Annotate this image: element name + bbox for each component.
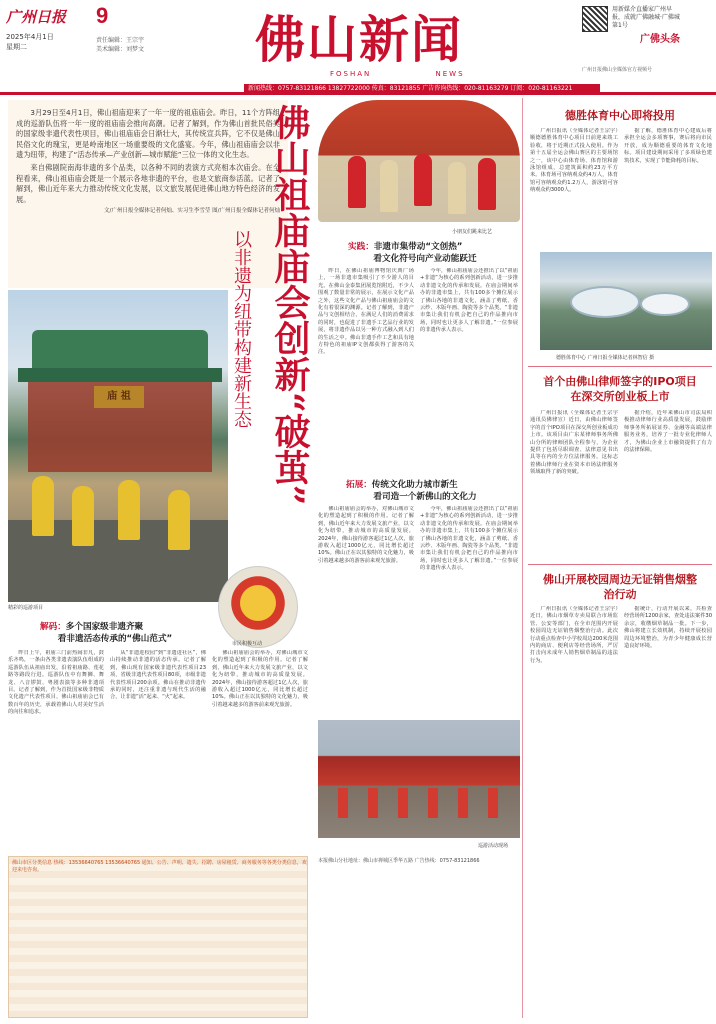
body-column-a: 昨日，在佛山祖庙博物馆庆典广场上，一场非遗市集吸引了不少游人的目光。在佛山金泰集团展览馆附近，不少人围观了数量非常的展示，在展示文化产品之外，这些文化产品与佛山祖庙庙会的文化有着很深的渊源。记者了解到，非遗产品与文创相结合，在满足人们的消费需求的同时，也促进了非遗手工艺品行业的发展，将非遗作品以另一种方式融入到人们的生活之中。佛山非遗手作工艺和具有地方特色的祖庙IP文创都获得了游客的关注。 [318, 268, 414, 356]
section1-subheading: 看文化符号向产业动能跃迁 [373, 254, 477, 264]
story3-headline: 佛山开展校园周边无证销售烟整治行动 [543, 573, 697, 601]
parade-flag [368, 788, 378, 818]
story3-body-2: 据统计，行动开展以来，共检查经营场所1200余家，查处违法案件30余宗，收缴烟草制品一批。下一步，佛山将建立长效机制，持续开展校园周边环境整治，为青少年健康成长营造良好环境。 [624, 606, 712, 650]
column-divider [522, 98, 523, 1018]
qr-code-icon[interactable] [582, 6, 608, 32]
qr-description: 用新媒介直播家广州早报，成就广佛融城·广佛城第1号 [612, 6, 680, 29]
feature-subheadline: 以非遗为纽带构建新生态 [231, 230, 252, 428]
section3-heading [40, 620, 143, 632]
parade-flag [338, 788, 348, 818]
section-name: 佛山新闻 [255, 10, 463, 69]
editor-credits [96, 36, 144, 54]
story1-headline: 德胜体育中心即将投用 [565, 109, 675, 122]
story1-body: 广州日报讯（全媒体记者王宗宇）顺德德胜体育中心项目日前迎来竣工验收，将于近期正式投入使用。作为第十五届全运会佛山赛区的主要场馆之一，该中心由体育场、体育馆和游泳馆组成，总建筑面积约23万平方米。体育场可容纳观众约4万人，体育馆可容纳观众约1.2万人，游泳馆可容纳观众约3000人。 [530, 128, 618, 194]
temple-roof-eave [18, 368, 222, 382]
qr-title: 广佛头条 [640, 34, 680, 45]
page-number: 9 [96, 3, 109, 28]
stadium-photo-caption: 德胜体育中心 广州日报全媒体记者林智信 摄 [556, 355, 655, 361]
hotline-bar: 新闻热线：0757-83121866 13827722000 传真：83121855 广告咨询热线：020-81163279 订阅：020-81163221 [244, 84, 600, 93]
section3-title: 多个国家级非遗齐聚 [65, 622, 144, 632]
issue-weekday: 星期二 [6, 43, 27, 51]
stadium-photo [540, 252, 712, 350]
parade-flag [428, 788, 438, 818]
parade-flag [458, 788, 468, 818]
temple-plaque: 庙 祖 [94, 386, 144, 408]
performer-figure [168, 490, 190, 550]
body-column-b: 今年，佛山祖庙庙会还推出了以“祖庙+非遗”为核心的系列创新活动，进一步推动非遗文化的传承和发展。在庙会期间举办的非遗市集上，共有100多个摊位展示了佛山各地的非遗文化，涵盖了剪纸、香云纱、木版年画、陶瓷等多个品类。“非遗市集让我们有机会把自己的作品推向市场，同时也让更多人了解非遗。”一位参展的非遗传承人表示。 [420, 268, 518, 334]
body-column-c: 佛山祖庙庙会的举办，对佛山城市文化的塑造起到了积极的作用。记者了解到，佛山近年来大力发展文旅产业，以文化为纽带，推动城市的高质量发展。2024年，佛山接待游客超过1亿人次，旅游收入超过1000亿元，同比增长超过10%。佛山正在以其独特的文化魅力，吸引着越来越多的游客前来观光旅游。 [318, 506, 414, 564]
story3-body: 广州日报讯（全媒体记者王宗宇）近日，佛山市烟草专卖局联合市场监管、公安等部门，在全市范围内开展校园周边无证销售烟整治行动。此次行动重点检查中小学校周边200米范围内的商店、便利店等经营场所，严厉打击向未成年人销售烟草制品的违法行为。 [530, 606, 618, 664]
section2-subheading: 看司造一个新佛山的文化力 [373, 492, 477, 502]
en-right: NEWS [435, 70, 465, 78]
performer-figure [380, 160, 398, 212]
performer-figure [32, 476, 54, 536]
editor-1: 责任编辑：王宗宇 [96, 37, 145, 44]
story2-body-2: 据介绍，近年来佛山市司法局积极推动律师行业高质量发展，鼓励律师事务所拓展证券、金融等高端法律服务业务，培养了一批专业化律师人才，为佛山企业上市融资提供了有力的法律保障。 [624, 410, 712, 454]
right-divider-2 [528, 564, 712, 565]
editor-2: 美术编辑：刘梦文 [96, 46, 145, 53]
story2-headline: 首个由佛山律师签字的IPO项目在深交所创业板上市 [543, 375, 697, 403]
section-name-en [300, 70, 495, 78]
story2-body: 广州日报讯（全媒体记者王宗宇 通讯员佛律宣）近日，由佛山律师签字的首个IPO项目在深交所创业板成功上市。该项目由广东某律师事务所佛山分所的律师团队全程参与，为企业提供了包括尽职调查、法律意见书出具等在内的全方位法律服务。这标志着佛山律师行业在资本市场法律服务领域取得了新的突破。 [530, 410, 618, 476]
body-column-e: 从“非遗进校园”到“非遗进社区”，佛山持续推动非遗的活态传承。记者了解到，佛山现有国家级非遗代表性项目23项，省级非遗代表性项目80项，市级非遗代表性项目200余项。佛山在推动非遗传承的同时，还注重非遗与现代生活的融合，让非遗“活”起来、“火”起来。 [110, 650, 206, 701]
masthead [0, 0, 716, 92]
performer-figure [448, 162, 466, 214]
temple-roof [32, 330, 208, 370]
parade-photo [318, 720, 520, 838]
gym-building [640, 292, 690, 316]
section2-title: 传统文化助力城市新生 [371, 480, 458, 490]
performance-photo [318, 100, 520, 222]
office-info: 本报佛山分社地址：佛山市禅城区季华五路 广告热线：0757-83121866 [318, 858, 480, 864]
temple-photo [8, 290, 228, 602]
section2-tag: 拓展： [346, 480, 372, 490]
parade-flag [398, 788, 408, 818]
body-column-f: 佛山祖庙庙会的举办，对佛山城市文化的塑造起到了积极的作用。记者了解到，佛山近年来大力发展文旅产业，以文化为纽带，推动城市的高质量发展。2024年，佛山接待游客超过1亿人次，旅游收入超过1000亿元，同比增长超过10%。佛山正在以其独特的文化魅力，吸引着越来越多的游客前来观光旅游。 [212, 650, 308, 708]
stadium-building [570, 286, 640, 318]
masthead-divider [0, 92, 716, 95]
lead-paragraph-1: 3月29日至4月1日，佛山祖庙迎来了一年一度的祖庙庙会。昨日，11个方阵组成的巡游队伍将一年一度的祖庙庙会推向高潮。记者了解到，作为佛山首批民俗类的国家级非遗代表性项目，佛山祖庙庙会日渐壮大，其传统宣兵阵，它不仅是佛山民俗文化的瑰宝，更是岭南地区一场重要级的文化盛宴。今年，佛山祖庙庙会以非遗为纽带，构建了“活态传承—产业创新—城市赋能”三位一体的文化生态。 [16, 108, 280, 160]
lead-paragraph-2: 来自佛剧院南海非遗的多个品类，以各种不同的表演方式亮相本次庙会。在全程看来，佛山祖庙庙会既是一个展示各地非遗的平台，也是文旅商参活蓝。记者了解到，佛山近年来大力推动传统文化发展，以文旅发展促进佛山地方特色经济的发展。 [16, 162, 280, 204]
section1-tag: 实践： [348, 242, 374, 252]
lion-dance-photo [218, 566, 298, 648]
en-left: FOSHAN [330, 70, 372, 78]
section3-tag: 解码： [40, 622, 66, 632]
performer-figure [348, 156, 366, 208]
parade-flag [488, 788, 498, 818]
feature-headline: 佛山祖庙庙会创新“破茧” [269, 104, 311, 506]
section1-heading [348, 240, 462, 252]
performance-photo-caption: 小朋友们跳来比艺 [452, 229, 493, 235]
section3-subheading: 看非遗活态传承的“佛山范式” [57, 634, 173, 644]
performer-figure [414, 154, 432, 206]
parade-photo-caption: 巡游活动现场 [478, 843, 509, 849]
body-column-d: 昨日上午，祖庙三门前热闹非凡，鼓乐齐鸣，一条由各类非遗表演队伍组成的巡游队伍从祖庙出发，沿着祖庙路、莲花路等路段行进。巡游队伍中有舞狮、舞龙、八音锣鼓、粤剧表演等多种非遗项目。记者了解到，作为首批国家级非物质文化遗产代表性项目，佛山祖庙庙会已有数百年的历史，承载着佛山人对美好生活的向往和追求。 [8, 650, 104, 716]
newspaper-logo: 广州日报 [6, 8, 67, 26]
section1-title: 非遗市集带动“文创热” [373, 242, 463, 252]
section2-heading [346, 478, 458, 490]
date-block [6, 32, 54, 52]
classified-ads [8, 856, 308, 1018]
lion-photo-caption: 市民积极互动 [232, 641, 263, 647]
right-divider-1 [528, 366, 712, 367]
performer-figure [72, 486, 94, 546]
classified-ads-text: 佛山市区分类信息 热线：13536640765 13536640765 通知、公告、声明、遗失、招聘、房屋租赁、商务服务等各类分类信息，欢迎来电咨询。 [12, 860, 307, 873]
qr-subtitle: 广州日报佛山全媒体官方视频号 [582, 67, 653, 73]
performer-figure [478, 158, 496, 210]
story1-body-2: 据了解，德胜体育中心建成后将承担全运会多项赛事，赛后将向市民开放，成为顺德重要的体育文化地标。项目建设期间采用了多项绿色建筑技术，实现了节能降耗的目标。 [624, 128, 712, 164]
temple-photo-caption: 精彩的巡游项目 [8, 605, 44, 611]
body-column-c2: 今年，佛山祖庙庙会还推出了以“祖庙+非遗”为核心的系列创新活动，进一步推动非遗文化的传承和发展。在庙会期间举办的非遗市集上，共有100多个摊位展示了佛山各地的非遗文化，涵盖了剪纸、香云纱、木版年画、陶瓷等多个品类。“非遗市集让我们有机会把自己的作品推向市场，同时也让更多人了解非遗。”一位参展的非遗传承人表示。 [420, 506, 518, 572]
lead-byline: 文/广州日报全媒体记者何灿、实习生李雪莹 图/广州日报全媒体记者何灿 [104, 208, 280, 215]
issue-date: 2025年4月1日 [6, 33, 54, 41]
performer-figure [118, 480, 140, 540]
